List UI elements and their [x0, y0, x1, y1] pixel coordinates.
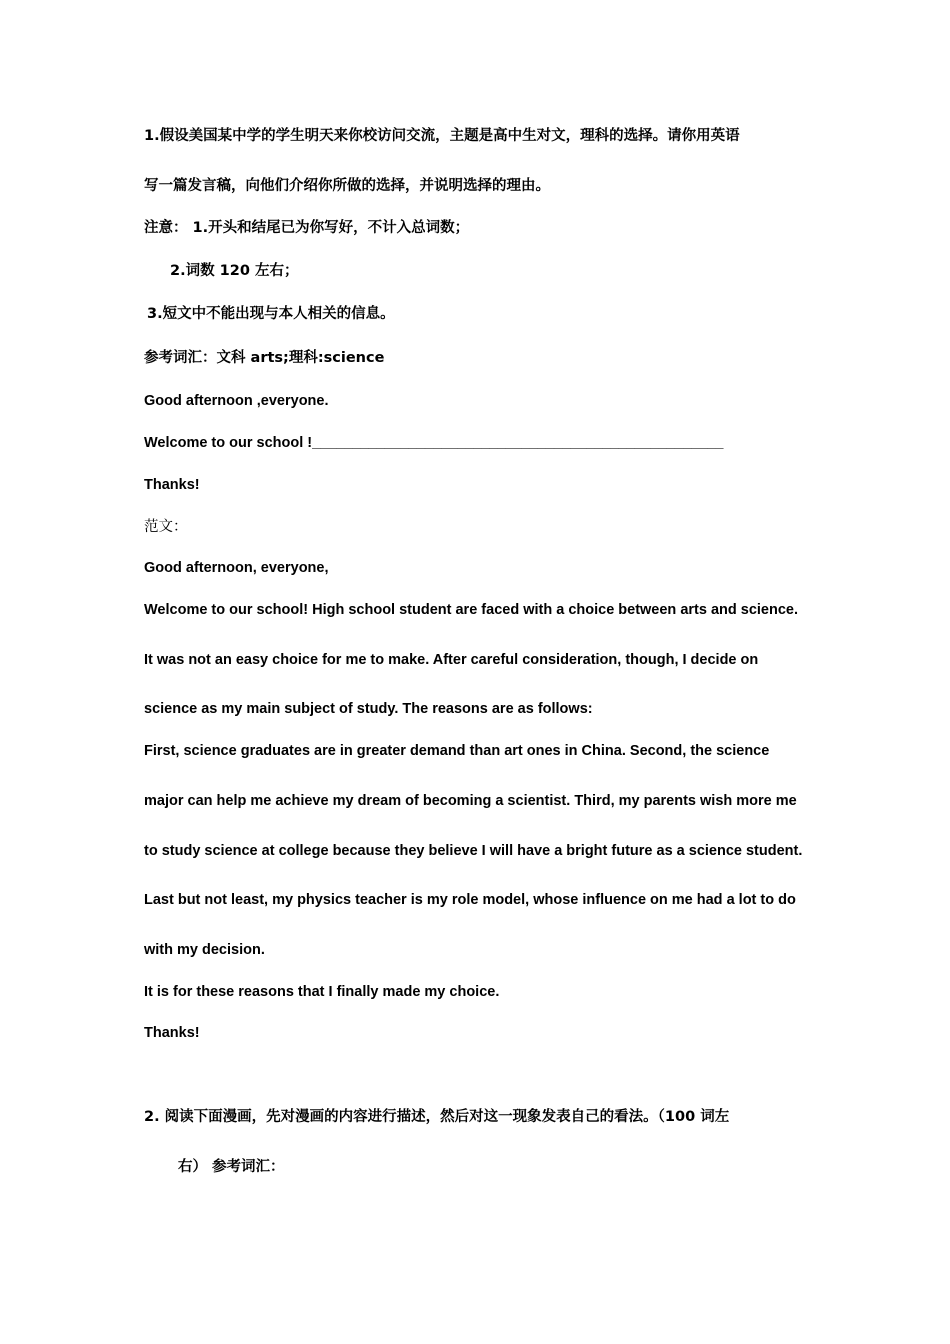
sample-greeting: Good afternoon, everyone,	[144, 560, 329, 576]
task1-welcome: Welcome to our school !___________________________________________________	[144, 435, 724, 451]
sample-p2-line1: First, science graduates are in greater demand than art ones in China. Second, the science	[144, 743, 770, 759]
task2-prompt-line2: 右） 参考词汇：	[178, 1159, 285, 1175]
sample-label: 范文：	[144, 519, 188, 535]
task1-note3: 3.短文中不能出现与本人相关的信息。	[147, 306, 395, 322]
task2-prompt-line1: 2. 阅读下面漫画，先对漫画的内容进行描述，然后对这一现象发表自己的看法。（100 词左	[144, 1109, 730, 1125]
task1-note1: 注意： 1.开头和结尾已为你写好，不计入总词数；	[144, 220, 470, 236]
sample-thanks: Thanks!	[144, 1025, 200, 1041]
task1-prompt-line2: 写一篇发言稿，向他们介绍你所做的选择，并说明选择的理由。	[144, 178, 550, 194]
task1-vocab: 参考词汇：文科 arts;理科:science	[144, 350, 385, 366]
sample-p1-line2: It was not an easy choice for me to make. After careful consideration, though, I decide on	[144, 652, 759, 668]
sample-p2-line5: with my decision.	[144, 942, 265, 958]
task1-opening: Good afternoon ,everyone.	[144, 393, 329, 409]
sample-p3: It is for these reasons that I finally made my choice.	[144, 984, 500, 1000]
sample-p2-line4: Last but not least, my physics teacher is my role model, whose influence on me had a lot to do	[144, 892, 796, 908]
sample-p2-line3: to study science at college because they believe I will have a bright future as a science student.	[144, 843, 803, 859]
sample-p2-line2: major can help me achieve my dream of becoming a scientist. Third, my parents wish more me	[144, 793, 797, 809]
sample-p1-line3: science as my main subject of study. The reasons are as follows:	[144, 701, 593, 717]
task1-prompt-line1: 1.假设美国某中学的学生明天来你校访问交流，主题是高中生对文，理科的选择。请你用英语	[144, 128, 740, 144]
sample-p1-line1: Welcome to our school! High school student are faced with a choice between arts and science.	[144, 602, 798, 618]
task1-note2: 2.词数 120 左右；	[170, 263, 299, 279]
task1-closing: Thanks!	[144, 477, 200, 493]
